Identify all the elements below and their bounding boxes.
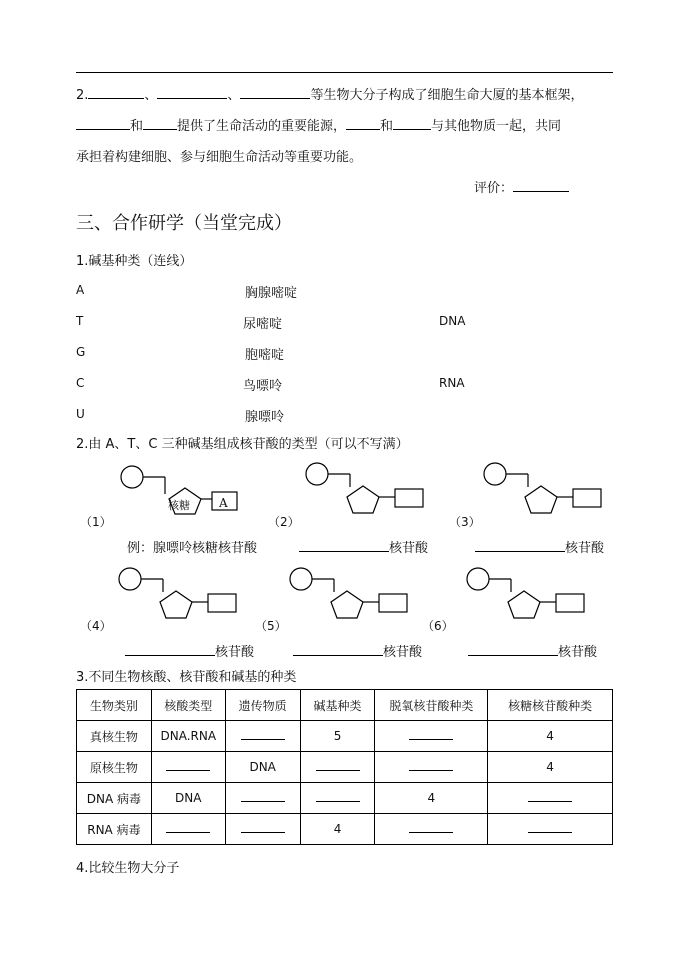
row-label: RNA 病毒 (77, 814, 152, 845)
section-heading: 三、合作研学（当堂完成） (76, 213, 292, 234)
top-rule (76, 72, 613, 73)
base-name[interactable]: 腺嘌呤 (245, 410, 285, 425)
suffix-text: 核苷酸 (565, 541, 605, 556)
base-letter[interactable]: A (76, 283, 85, 297)
q4-title: 4.比较生物大分子 (76, 861, 180, 876)
table-row (77, 752, 613, 783)
section2-line2 (76, 115, 561, 134)
answer-underline (166, 760, 210, 771)
line2-text: 提供了生命活动的重要能源， (177, 119, 347, 134)
diagram-label: （5） (255, 619, 287, 633)
base-name[interactable]: 鸟嘌呤 (243, 379, 283, 394)
blank-cell[interactable] (375, 814, 488, 845)
answer-line-3 (475, 537, 604, 556)
answer-underline (409, 729, 453, 740)
nucleotide-diagram-4 (118, 567, 243, 627)
q3-title: 3.不同生物核酸、核苷酸和碱基的种类 (76, 670, 297, 685)
and-text: 和 (130, 119, 144, 134)
nucleotide-diagram-3 (483, 462, 608, 522)
evaluation-blank[interactable] (513, 177, 569, 192)
blank-cell[interactable] (225, 814, 300, 845)
answer-underline (166, 822, 210, 833)
header-cell: 生物类别 (77, 690, 152, 721)
base-letter[interactable]: C (76, 376, 85, 390)
diagram-label: （4） (80, 619, 112, 633)
suffix-text: 核苷酸 (215, 645, 255, 660)
blank-cell[interactable] (151, 752, 225, 783)
item-number: 2. (76, 88, 89, 103)
sugar-label: 核糖 (168, 499, 190, 512)
base-label: A (219, 496, 228, 510)
row-label: DNA 病毒 (77, 783, 152, 814)
q1-title: 1.碱基种类（连线） (76, 254, 193, 269)
answer-line-4 (125, 641, 254, 660)
q2-title: 2.由 A、T、C 三种碱基组成核苷酸的类型（可以不写满） (76, 437, 409, 452)
header-cell: 脱氧核苷酸种类 (375, 690, 488, 721)
section2-line3: 承担着构建细胞、参与细胞生命活动等重要功能。 (76, 150, 363, 165)
comparison-table (76, 689, 613, 845)
blank-cell[interactable] (225, 721, 300, 752)
answer-line-5 (293, 641, 422, 660)
nucleotide-diagram-2 (305, 462, 430, 522)
nucleic-type[interactable]: RNA (439, 376, 465, 390)
blank-cell[interactable] (375, 721, 488, 752)
suffix-text: 核苷酸 (558, 645, 598, 660)
table-cell: 5 (300, 721, 375, 752)
table-cell: DNA.RNA (151, 721, 225, 752)
answer-underline (241, 791, 285, 802)
answer-blank[interactable] (299, 537, 389, 552)
example-text: 例：腺嘌呤核糖核苷酸 (127, 541, 258, 556)
blank-6[interactable] (346, 115, 380, 130)
answer-underline (316, 760, 360, 771)
header-cell: 碱基种类 (300, 690, 375, 721)
header-cell: 遗传物质 (225, 690, 300, 721)
blank-2[interactable] (157, 84, 227, 99)
answer-line-2 (299, 537, 428, 556)
base-name[interactable]: 尿嘧啶 (243, 317, 283, 332)
section2-line1 (76, 84, 583, 103)
table-row (77, 783, 613, 814)
table-cell: 4 (488, 752, 613, 783)
answer-blank[interactable] (475, 537, 565, 552)
blank-cell[interactable] (225, 783, 300, 814)
nucleotide-diagram-example (120, 462, 245, 522)
diagram-label: （1） (80, 515, 112, 529)
answer-line-6 (468, 641, 597, 660)
table-cell: 4 (488, 721, 613, 752)
blank-7[interactable] (393, 115, 431, 130)
header-cell: 核糖核苷酸种类 (488, 690, 613, 721)
answer-underline (241, 729, 285, 740)
answer-underline (528, 822, 572, 833)
suffix-text: 核苷酸 (383, 645, 423, 660)
diagram-label: （3） (449, 515, 481, 529)
base-letter[interactable]: T (76, 314, 84, 328)
header-cell: 核酸类型 (151, 690, 225, 721)
line1-text: 等生物大分子构成了细胞生命大厦的基本框架， (310, 88, 584, 103)
base-letter[interactable]: G (76, 345, 86, 359)
blank-cell[interactable] (300, 752, 375, 783)
answer-underline (409, 822, 453, 833)
answer-blank[interactable] (468, 641, 558, 656)
table-header-row (77, 690, 613, 721)
evaluation-label: 评价： (474, 181, 514, 196)
answer-underline (316, 791, 360, 802)
table-cell: 4 (375, 783, 488, 814)
answer-underline (528, 791, 572, 802)
diagram-label: （6） (422, 619, 454, 633)
blank-4[interactable] (76, 115, 130, 130)
answer-blank[interactable] (125, 641, 215, 656)
row-label: 真核生物 (77, 721, 152, 752)
evaluation (474, 177, 569, 196)
table-row (77, 814, 613, 845)
answer-underline (409, 760, 453, 771)
table-row (77, 721, 613, 752)
blank-1[interactable] (88, 84, 144, 99)
answer-underline (241, 822, 285, 833)
separator: 、 (144, 88, 158, 103)
diagram-label: （2） (268, 515, 300, 529)
table-cell: 4 (300, 814, 375, 845)
table-cell: DNA (151, 783, 225, 814)
suffix-text: 核苷酸 (389, 541, 429, 556)
blank-cell[interactable] (488, 814, 613, 845)
answer-blank[interactable] (293, 641, 383, 656)
nucleic-type[interactable]: DNA (439, 314, 466, 328)
base-name[interactable]: 胞嘧啶 (245, 348, 285, 363)
nucleotide-diagram-5 (289, 567, 414, 627)
blank-5[interactable] (143, 115, 177, 130)
blank-cell[interactable] (488, 783, 613, 814)
table-cell: DNA (225, 752, 300, 783)
separator: 、 (227, 88, 241, 103)
blank-cell[interactable] (300, 783, 375, 814)
blank-cell[interactable] (151, 814, 225, 845)
base-letter[interactable]: U (76, 407, 85, 421)
and-text: 和 (380, 119, 394, 134)
blank-cell[interactable] (375, 752, 488, 783)
base-name[interactable]: 胸腺嘧啶 (245, 286, 298, 301)
line2-tail-text: 与其他物质一起，共同 (431, 119, 562, 134)
row-label: 原核生物 (77, 752, 152, 783)
blank-3[interactable] (240, 84, 310, 99)
nucleotide-diagram-6 (466, 567, 591, 627)
